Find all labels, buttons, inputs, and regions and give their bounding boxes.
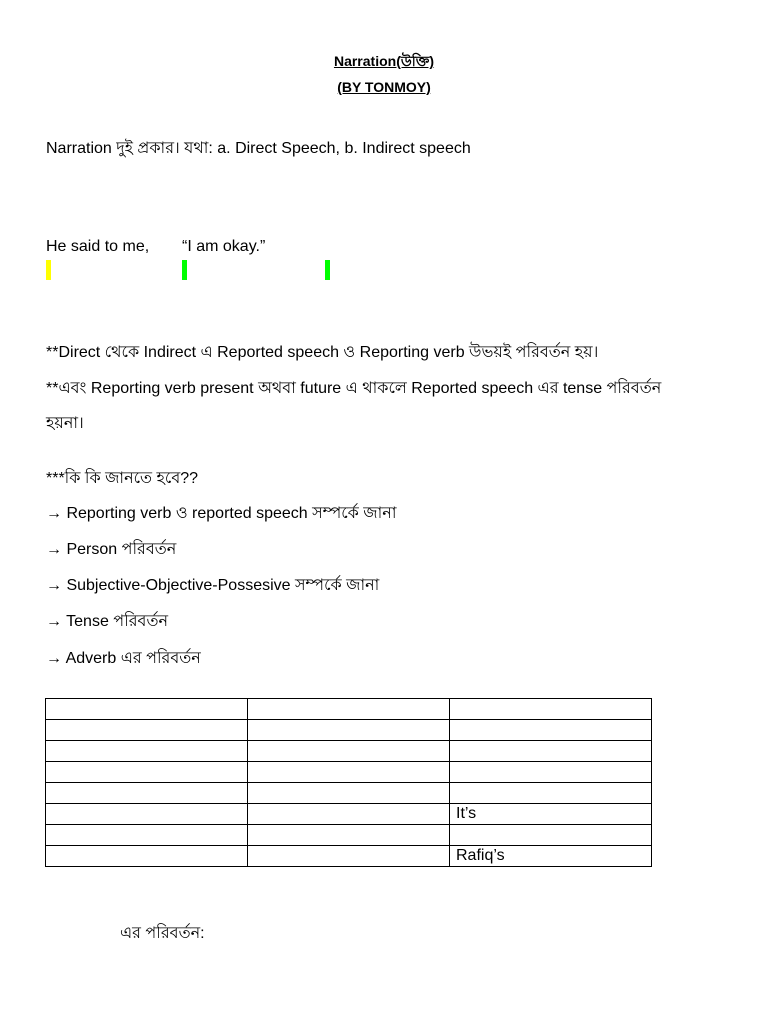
table-row [46,804,652,825]
table-cell [248,720,450,741]
table-cell [248,804,450,825]
table-cell [450,699,652,720]
document-title: Narration(উক্তি) [333,53,435,69]
author-line: (BY TONMOY) [337,79,431,95]
table-row [46,825,652,846]
table-cell [450,783,652,804]
table-cell [248,741,450,762]
table-cell [450,825,652,846]
table-cell [248,783,450,804]
table-cell [46,825,248,846]
highlight-marker [46,260,51,280]
list-item: → Tense পরিবর্তন [46,613,168,630]
table-cell [46,720,248,741]
note-reporting-verb: **এবং Reporting verb present অথবা future এ থাকলে Reported speech এর tense পরিবর্তন [46,380,662,397]
table-cell: Rafiq’s [450,846,652,867]
table-cell [46,762,248,783]
table-row [46,783,652,804]
list-item: → Person পরিবর্তন [46,541,177,558]
table-cell [46,846,248,867]
table-row [46,720,652,741]
table-cell [248,699,450,720]
table-cell [248,825,450,846]
table-cell [46,741,248,762]
table-cell [450,762,652,783]
table-cell [248,762,450,783]
example-quote: “I am okay.” [182,238,266,255]
table-cell [46,699,248,720]
list-item: → Reporting verb ও reported speech সম্পর্কে জানা [46,505,397,522]
table-cell [46,783,248,804]
highlight-marker [325,260,330,280]
table-cell [46,804,248,825]
table-row [46,762,652,783]
list-item: → Subjective-Objective-Possesive সম্পর্কে জানা [46,577,380,594]
table-cell: It’s [450,804,652,825]
highlight-marker [182,260,187,280]
table-row [46,741,652,762]
note-reporting-verb-cont: হয়না। [46,415,84,432]
table-cell [450,720,652,741]
pronoun-table [45,698,652,867]
example-speaker: He said to me, [46,238,150,255]
table-cell [248,846,450,867]
table-cell [450,741,652,762]
know-heading: ***কি কি জানতে হবে?? [46,470,199,487]
list-item: → Adverb এর পরিবর্তন [46,650,201,667]
footer-text: এর পরিবর্তন: [120,925,205,942]
note-direct-indirect: **Direct থেকে Indirect এ Reported speech ও Reporting verb উভয়ই পরিবর্তন হয়। [46,344,599,361]
table-row [46,699,652,720]
table-row [46,846,652,867]
intro-text: Narration দুই প্রকার। যথা: a. Direct Speech, b. Indirect speech [46,140,471,157]
